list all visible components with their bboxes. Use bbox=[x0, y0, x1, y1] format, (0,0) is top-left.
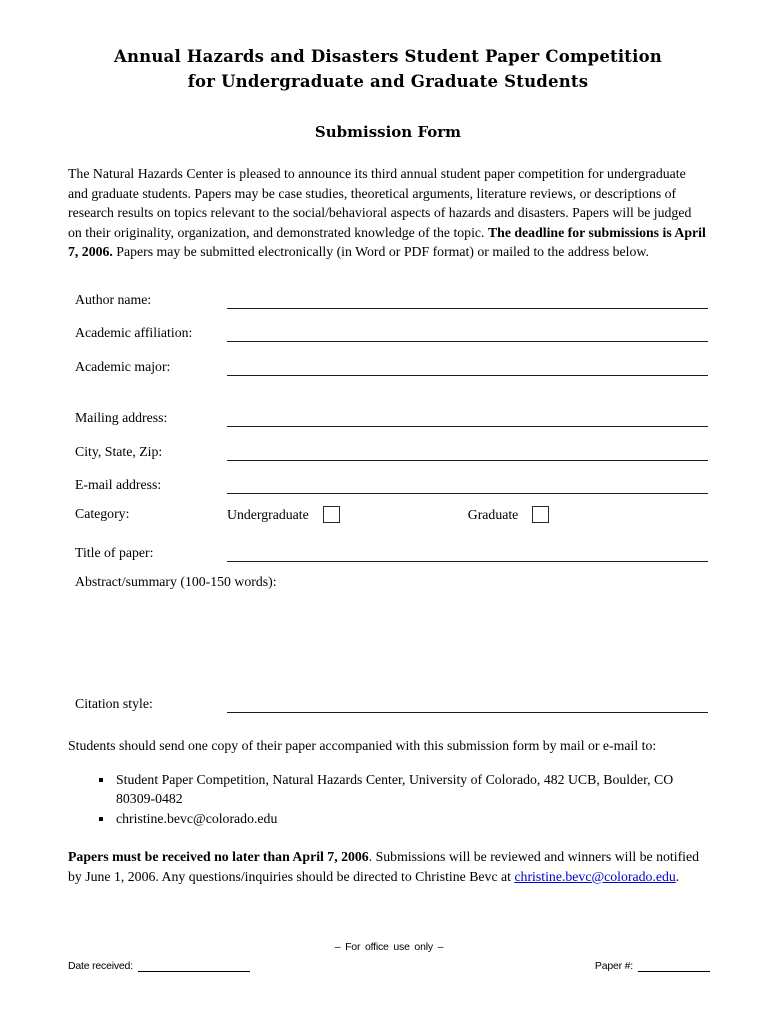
category-option-graduate bbox=[468, 506, 550, 523]
field-row-city-state-zip bbox=[75, 427, 708, 461]
academic-affiliation-input[interactable] bbox=[227, 317, 708, 342]
field-row-email-address bbox=[75, 461, 708, 495]
deadline-paragraph bbox=[68, 847, 708, 886]
page-title bbox=[68, 44, 708, 94]
date-received-input[interactable] bbox=[138, 960, 250, 972]
office-use-fields bbox=[68, 960, 710, 972]
deadline-after: . bbox=[675, 868, 680, 884]
list-item-mail-address: ▪ Student Paper Competition, Natural Hazards Center, University of Colorado, 482 UCB, Boulder, CO 80309-0482 bbox=[114, 770, 686, 809]
send-address-list bbox=[68, 770, 708, 829]
mailing-address-input[interactable] bbox=[227, 402, 708, 427]
title-line-1: Annual Hazards and Disasters Student Paper Competition bbox=[113, 47, 663, 66]
email-address-input[interactable] bbox=[227, 469, 708, 494]
academic-major-label: Academic major: bbox=[75, 358, 171, 374]
deadline-middle: . Submissions will be reviewed and winners will be notified by June 1, 2006. Any questions/inquiries should be directed to Christine Bevc at bbox=[68, 849, 700, 884]
field-row-academic-major bbox=[75, 342, 708, 376]
academic-major-input[interactable] bbox=[227, 351, 708, 376]
field-row-academic-affiliation bbox=[75, 309, 708, 343]
graduate-label: Graduate bbox=[467, 506, 519, 522]
field-row-title-of-paper bbox=[75, 533, 708, 562]
intro-deadline-bold: The deadline for submissions is April 7, 2006. bbox=[68, 224, 706, 259]
office-use-footer bbox=[68, 941, 710, 972]
form-subtitle: Submission Form bbox=[314, 123, 462, 141]
submission-form bbox=[68, 275, 708, 713]
abstract-input[interactable] bbox=[75, 590, 708, 683]
city-state-zip-label: City, State, Zip: bbox=[75, 443, 163, 459]
send-instructions: Students should send one copy of their paper accompanied with this submission form by mail or e-mail to: bbox=[68, 738, 657, 754]
citation-style-input[interactable] bbox=[227, 688, 708, 713]
title-of-paper-label: Title of paper: bbox=[75, 545, 154, 561]
date-received-label: Date received: bbox=[68, 960, 133, 972]
title-line-2: for Undergraduate and Graduate Students bbox=[187, 72, 589, 91]
field-row-author-name bbox=[75, 275, 708, 309]
field-row-category bbox=[75, 496, 708, 533]
intro-paragraph bbox=[68, 164, 708, 262]
intro-text-after: Papers may be submitted electronically (in Word or PDF format) or mailed to the address below. bbox=[112, 244, 649, 259]
city-state-zip-input[interactable] bbox=[227, 436, 708, 461]
intro-text-before: The Natural Hazards Center is pleased to announce its third annual student paper competition for undergraduate and graduate students. Papers may be case studies, theoretical arguments, literature reviews, or descriptions of research results on topics relevant to the social/behavioral aspects of hazards and disasters. Papers will be judged on their originality, organization, and demonstrated knowledge of the topic. bbox=[68, 166, 692, 240]
list-item-email-address: ▪ christine.bevc@colorado.edu bbox=[114, 809, 686, 829]
deadline-bold: Papers must be received no later than April 7, 2006 bbox=[68, 849, 369, 865]
paper-number-input[interactable] bbox=[638, 960, 710, 972]
abstract-label: Abstract/summary (100-150 words): bbox=[75, 574, 277, 590]
paper-number-label: Paper #: bbox=[594, 960, 633, 972]
contact-email-link[interactable]: christine.bevc@colorado.edu bbox=[514, 868, 676, 884]
field-row-mailing-address bbox=[75, 394, 708, 428]
email-address-label: E-mail address: bbox=[75, 477, 162, 493]
undergraduate-label: Undergraduate bbox=[227, 506, 309, 522]
date-received-field bbox=[68, 960, 250, 972]
mailing-address-label: Mailing address: bbox=[75, 410, 168, 426]
author-name-input[interactable] bbox=[227, 284, 708, 309]
field-row-citation-style bbox=[75, 683, 708, 713]
graduate-checkbox[interactable] bbox=[532, 506, 549, 523]
citation-style-label: Citation style: bbox=[75, 696, 153, 712]
academic-affiliation-label: Academic affiliation: bbox=[75, 325, 193, 341]
undergraduate-checkbox[interactable] bbox=[323, 506, 340, 523]
paper-number-field bbox=[595, 960, 710, 972]
category-label: Category: bbox=[75, 506, 130, 522]
author-name-label: Author name: bbox=[75, 291, 152, 307]
office-use-heading: – For office use only – bbox=[334, 941, 444, 953]
category-option-undergraduate bbox=[227, 506, 340, 523]
title-of-paper-input[interactable] bbox=[227, 537, 708, 562]
